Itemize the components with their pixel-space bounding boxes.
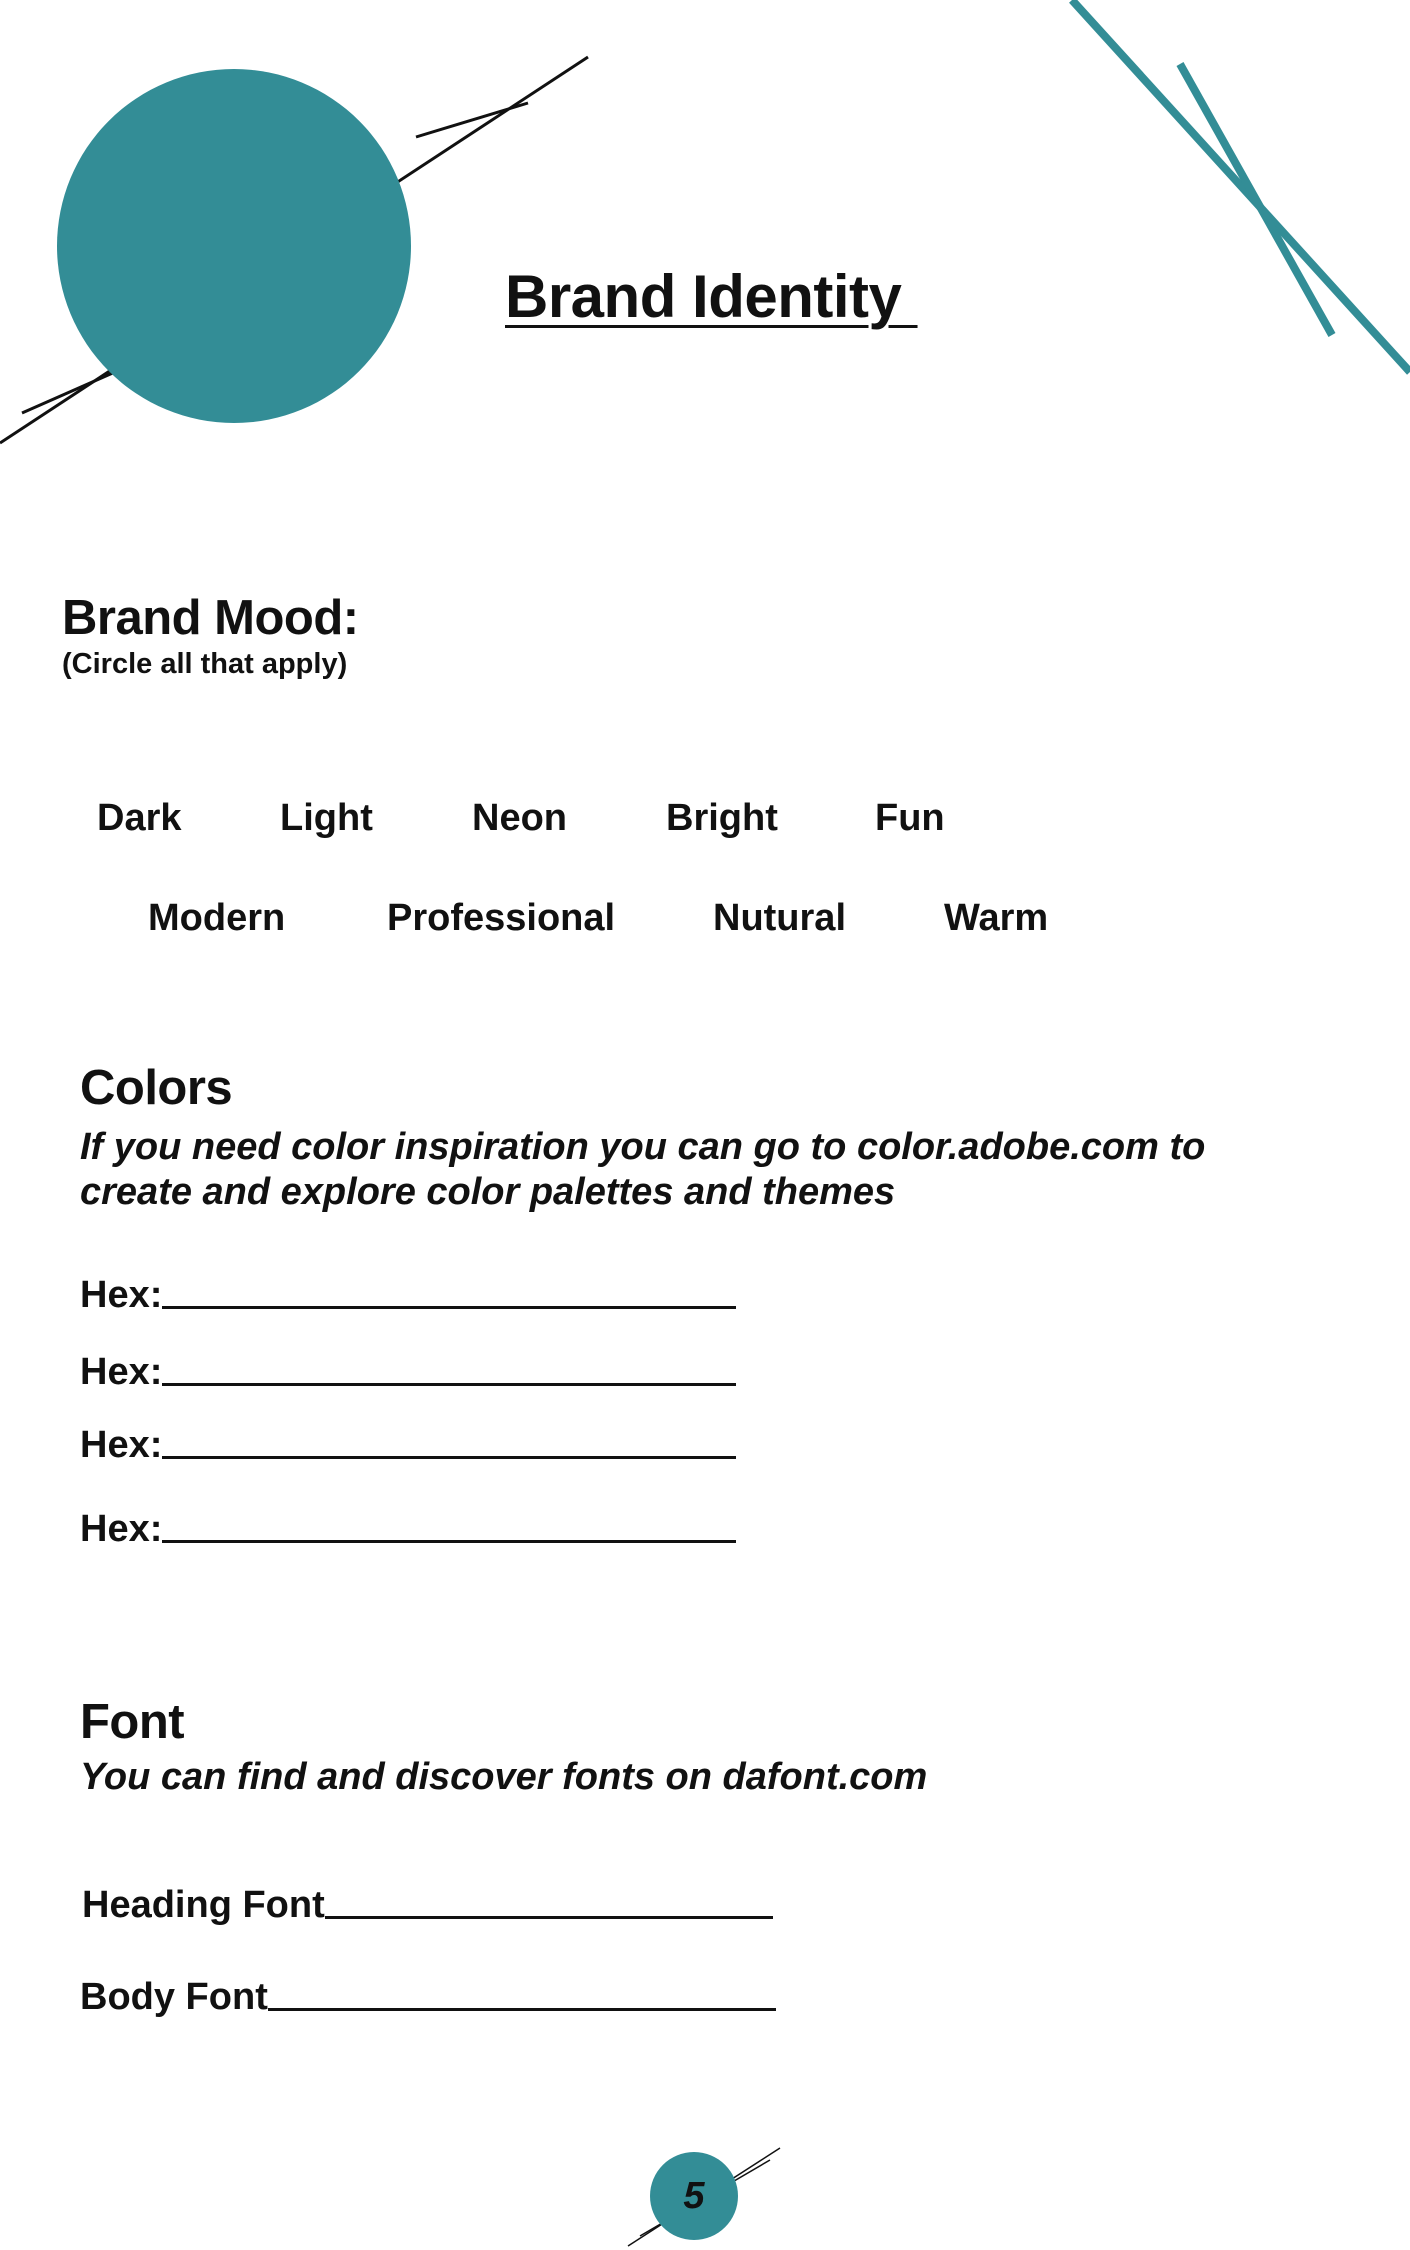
teal-circle xyxy=(57,69,411,423)
page-number-badge xyxy=(650,2152,738,2240)
brand-mood-instruction: (Circle all that apply) xyxy=(62,648,348,680)
font-heading: Font xyxy=(80,1695,185,1749)
mood-option-modern[interactable]: Modern xyxy=(148,897,286,939)
mood-option-warm[interactable]: Warm xyxy=(944,897,1049,939)
decorative-teal-line xyxy=(1180,64,1332,335)
hex-label: Hex: xyxy=(80,1508,163,1550)
mood-option-dark[interactable]: Dark xyxy=(97,797,182,839)
page-number: 5 xyxy=(683,2174,705,2217)
body-font-label: Body Font xyxy=(80,1976,268,2018)
heading-font-input-line[interactable] xyxy=(325,1912,773,1919)
colors-note: If you need color inspiration you can go to color.adobe.com to create and explore color palettes and themes xyxy=(80,1126,1206,1213)
brand-mood-heading: Brand Mood: xyxy=(62,591,359,645)
hex-label: Hex: xyxy=(80,1274,163,1316)
mood-option-fun[interactable]: Fun xyxy=(875,797,945,839)
hex-label: Hex: xyxy=(80,1424,163,1466)
mood-option-neon[interactable]: Neon xyxy=(472,797,567,839)
decorative-teal-line xyxy=(1072,0,1410,372)
heading-font-label: Heading Font xyxy=(82,1884,325,1926)
colors-heading: Colors xyxy=(80,1061,233,1115)
heading-font-field[interactable] xyxy=(82,1884,773,1927)
mood-option-light[interactable]: Light xyxy=(280,797,373,839)
mood-option-bright[interactable]: Bright xyxy=(666,797,778,839)
page-title: Brand Identity xyxy=(505,263,918,330)
mood-option-nutural[interactable]: Nutural xyxy=(713,897,846,939)
font-note: You can find and discover fonts on dafont.com xyxy=(80,1756,928,1798)
hex-input-line[interactable] xyxy=(162,1536,736,1543)
hex-label: Hex: xyxy=(80,1351,163,1393)
hex-field[interactable] xyxy=(80,1424,736,1467)
mood-option-professional[interactable]: Professional xyxy=(387,897,616,939)
hex-input-line[interactable] xyxy=(162,1302,736,1309)
hex-input-line[interactable] xyxy=(162,1379,736,1386)
hex-field[interactable] xyxy=(80,1351,736,1394)
hex-field[interactable] xyxy=(80,1274,736,1317)
body-font-input-line[interactable] xyxy=(268,2004,776,2011)
hex-input-line[interactable] xyxy=(162,1452,736,1459)
decorative-line xyxy=(22,372,115,413)
hex-field[interactable] xyxy=(80,1508,736,1551)
body-font-field[interactable] xyxy=(80,1976,776,2019)
